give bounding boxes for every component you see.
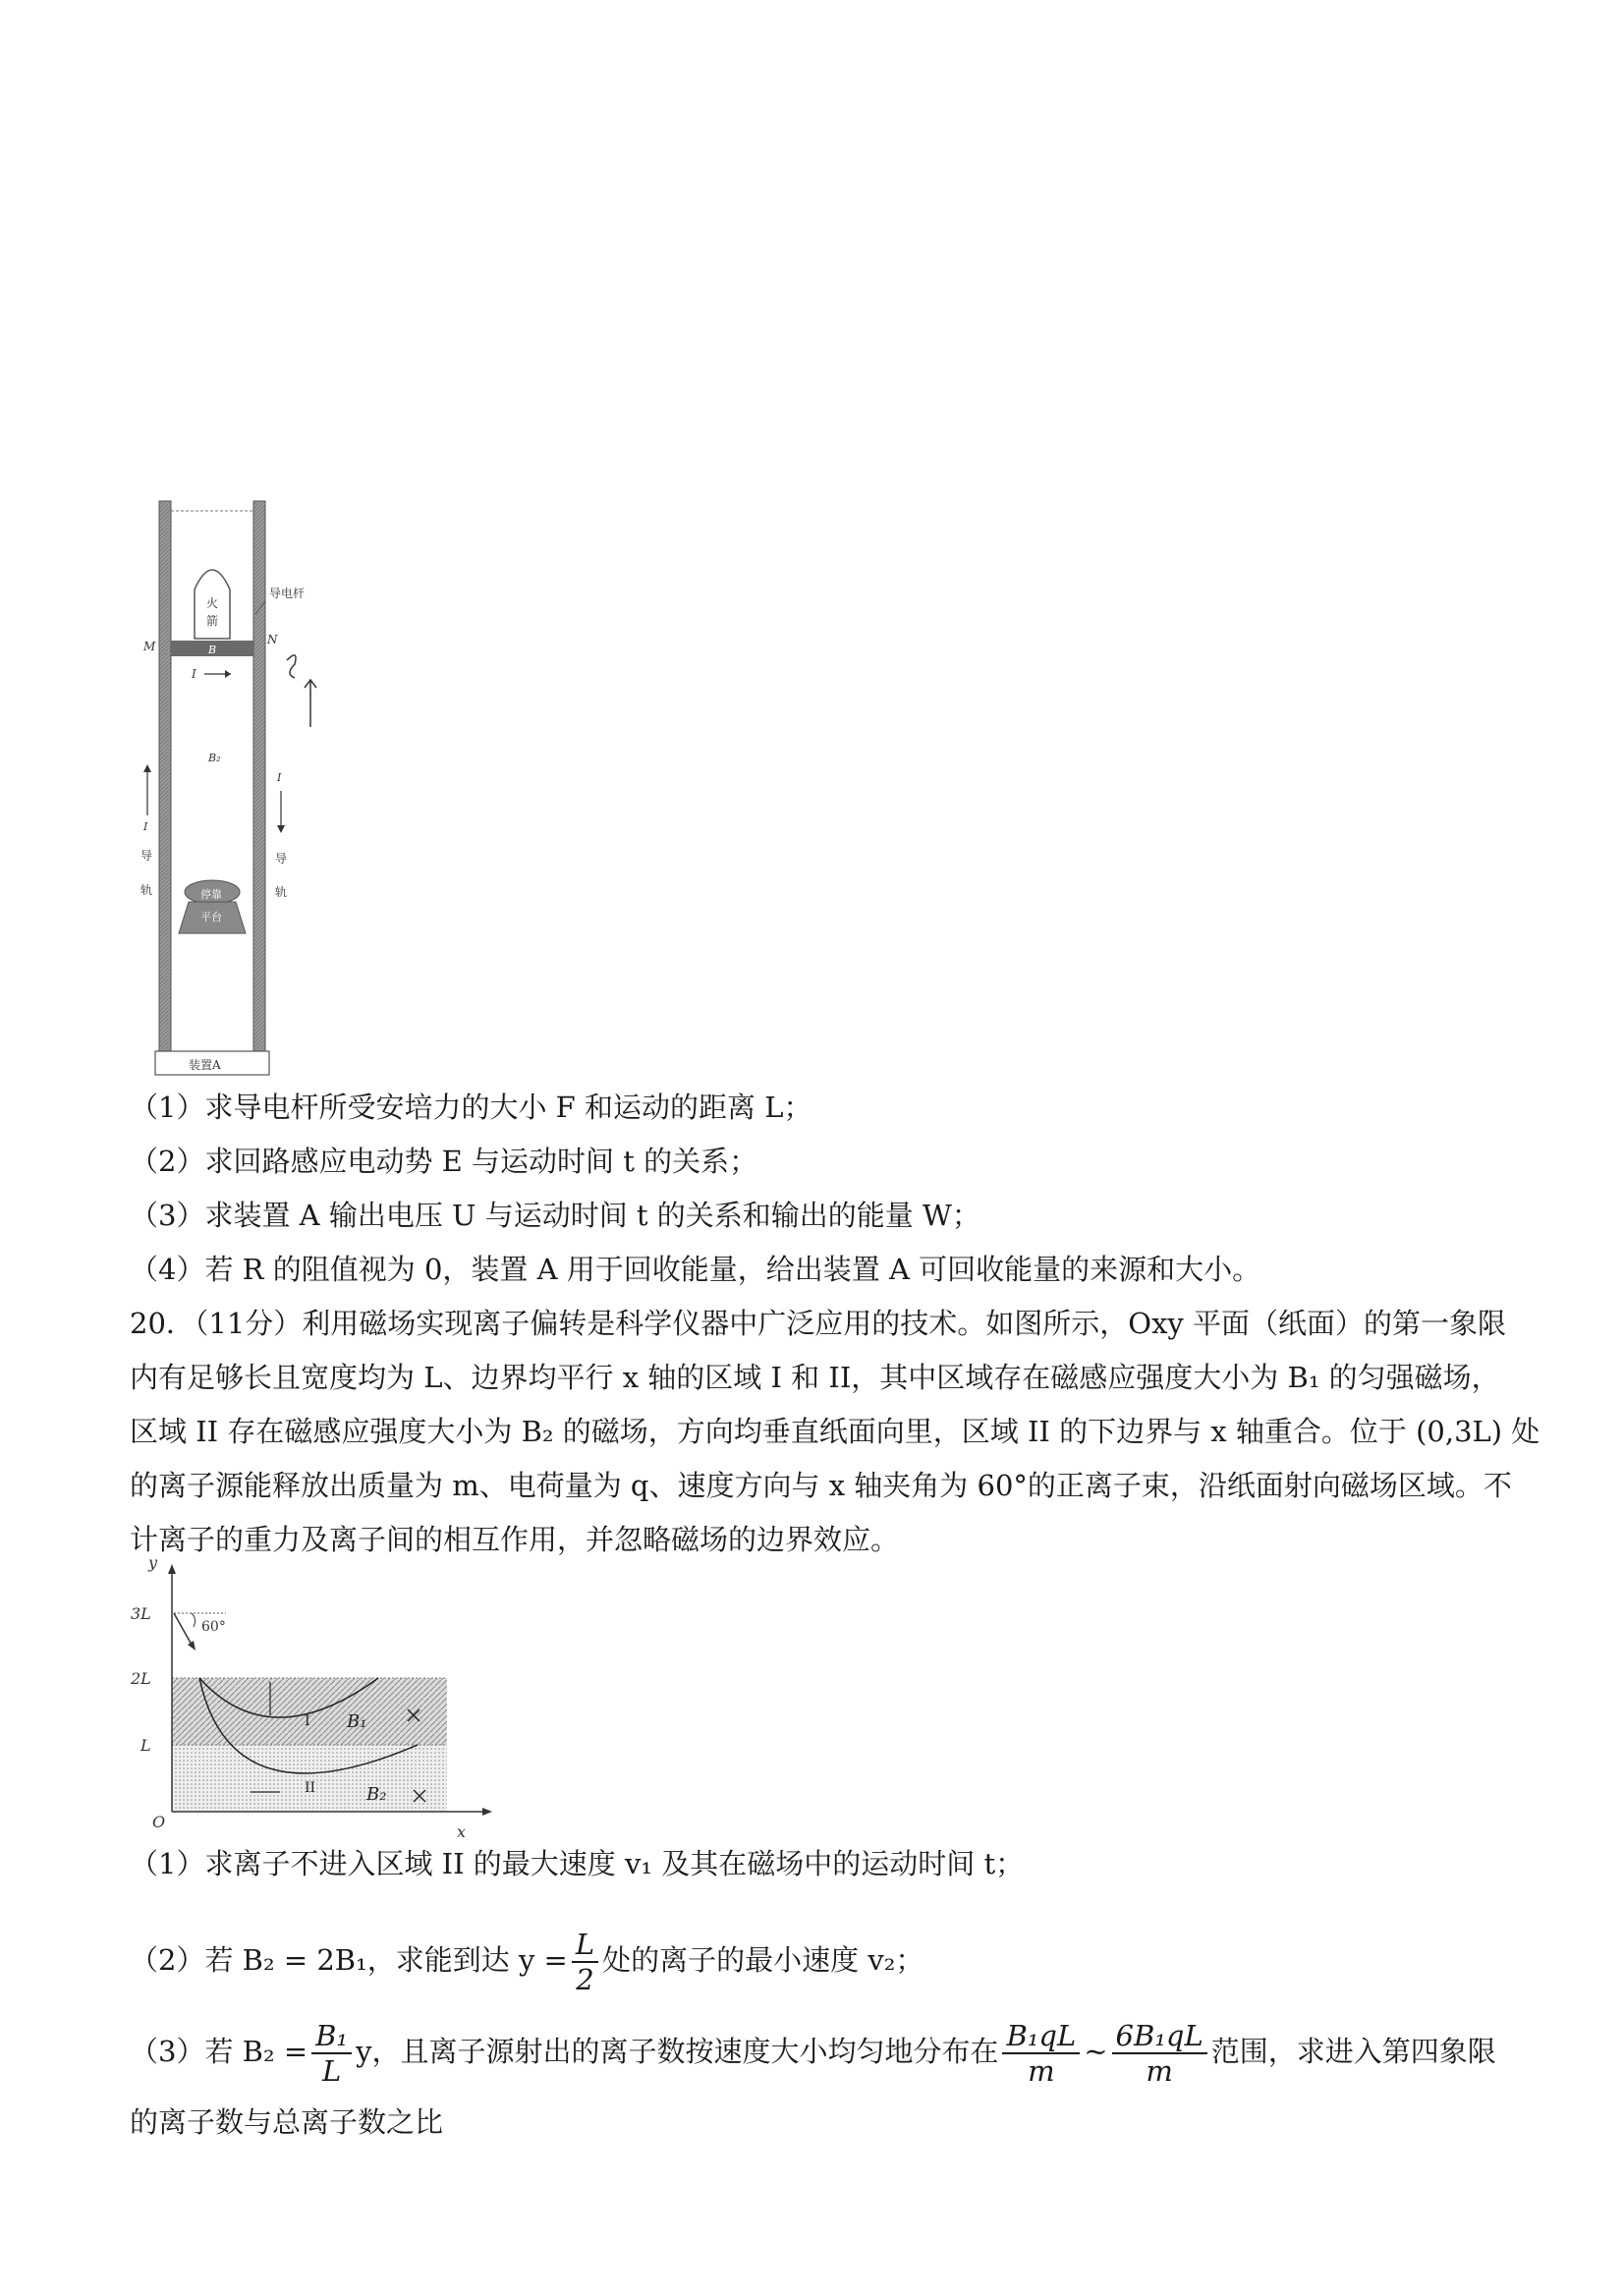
region-I-label: I xyxy=(305,1713,310,1729)
rocket-launch-diagram xyxy=(138,491,354,1081)
label-N: N xyxy=(267,633,278,646)
origin-label: O xyxy=(152,1813,166,1831)
q20-part3-text-c: 范围，求进入第四象限 xyxy=(1210,2035,1496,2068)
right-rail xyxy=(253,501,265,1056)
q19-part1: （1）求导电杆所受安培力的大小 F 和运动的距离 L； xyxy=(130,1091,812,1124)
left-rail xyxy=(159,501,171,1056)
label-rod: 导电杆 xyxy=(269,587,306,600)
q20-stem-line1: 20．（11分）利用磁场实现离子偏转是科学仪器中广泛应用的技术。如图所示，Oxy 平面（纸面）的第一象限 xyxy=(130,1307,1507,1340)
q20-stem-line5: 计离子的重力及离子间的相互作用，并忽略磁场的边界效应。 xyxy=(130,1523,900,1556)
tick-L: L xyxy=(140,1736,151,1755)
label-B2: B₂ xyxy=(208,752,221,764)
q20-part2 xyxy=(130,1921,1505,1999)
q20-part3-text-a: （3）若 B₂ = xyxy=(130,2035,308,2068)
label-I-right: I xyxy=(277,771,282,784)
label-I-left: I xyxy=(143,820,148,833)
tilde-sign: ~ xyxy=(1084,2035,1108,2068)
q20-stem-line3: 区域 II 存在磁感应强度大小为 B₂ 的磁场，方向均垂直纸面向里，区域 II 的下边界与 x 轴重合。位于 (0,3L) 处 xyxy=(130,1415,1540,1448)
fraction-B1-over-L xyxy=(311,2019,352,2088)
fraction-denominator: 2 xyxy=(576,1963,594,1996)
region-I xyxy=(172,1678,447,1745)
q20-part1: （1）求离子不进入区域 II 的最大速度 v₁ 及其在磁场中的运动时间 t； xyxy=(130,1847,1025,1880)
fraction-6B1qL-over-m xyxy=(1112,2019,1207,2088)
fraction-numerator: L xyxy=(572,1928,598,1963)
q20-part3-text-b: y，且离子源射出的离子数按速度大小均匀地分布在 xyxy=(356,2035,999,2068)
fraction-B1qL-over-m xyxy=(1002,2019,1080,2088)
rocket-label-1: 火 xyxy=(206,596,219,610)
q20-part2-text-a: （2）若 B₂ = 2B₁，求能到达 y = xyxy=(130,1943,568,1977)
fraction-denominator: L xyxy=(321,2054,342,2088)
fraction-numerator: B₁ xyxy=(311,2019,352,2054)
rail-left-1: 导 xyxy=(140,849,153,863)
q20-part2-text-b: 处的离子的最小速度 v₂； xyxy=(602,1943,924,1977)
device-A-label: 装置A xyxy=(189,1058,221,1072)
fraction-L-over-2 xyxy=(572,1928,598,1996)
fraction-denominator: m xyxy=(1028,2054,1055,2088)
axis-y-label: y xyxy=(148,1553,158,1572)
label-M: M xyxy=(143,640,156,653)
fraction-numerator: B₁qL xyxy=(1002,2019,1080,2054)
q19-part2: （2）求回路感应电动势 E 与运动时间 t 的关系； xyxy=(130,1145,758,1178)
ion-beam-direction xyxy=(174,1613,192,1645)
region-II xyxy=(172,1745,447,1812)
platform-label-2: 平台 xyxy=(200,911,222,924)
fraction-denominator: m xyxy=(1146,2054,1173,2088)
tick-2L: 2L xyxy=(131,1669,151,1688)
handwritten-e xyxy=(287,655,296,678)
rail-right-1: 导 xyxy=(275,852,288,866)
tick-3L: 3L xyxy=(131,1604,151,1623)
platform-label-1: 停靠 xyxy=(200,888,222,901)
q20-stem-line2: 内有足够长且宽度均为 L、边界均平行 x 轴的区域 I 和 II，其中区域存在磁感应强度大小为 B₁ 的匀强磁场， xyxy=(130,1361,1500,1394)
axis-x-label: x xyxy=(457,1822,467,1841)
rail-left-2: 轨 xyxy=(140,883,153,897)
region-II-label: II xyxy=(305,1780,316,1796)
magnetic-field-diagram xyxy=(123,1550,506,1845)
q20-stem-line4: 的离子源能释放出质量为 m、电荷量为 q、速度方向与 x 轴夹角为 60°的正离子束，沿纸面射向磁场区域。不 xyxy=(130,1469,1512,1502)
q19-part3: （3）求装置 A 输出电压 U 与运动时间 t 的关系和输出的能量 W； xyxy=(130,1199,980,1232)
rail-right-2: 轨 xyxy=(275,885,288,899)
rocket-label-2: 箭 xyxy=(206,614,219,628)
handwritten-arrow xyxy=(305,680,316,727)
q20-part3 xyxy=(130,2012,1505,2091)
B2-label: B₂ xyxy=(366,1784,387,1805)
angle-label: 60° xyxy=(201,1619,226,1635)
B1-label: B₁ xyxy=(347,1711,367,1732)
fraction-numerator: 6B₁qL xyxy=(1112,2019,1207,2054)
q20-part3-line2: 的离子数与总离子数之比 xyxy=(130,2105,444,2139)
rod-B-label: B xyxy=(208,644,217,656)
label-I-rod: I xyxy=(192,667,196,681)
q19-part4: （4）若 R 的阻值视为 0，装置 A 用于回收能量，给出装置 A 可回收能量的来源和大小。 xyxy=(130,1253,1261,1286)
